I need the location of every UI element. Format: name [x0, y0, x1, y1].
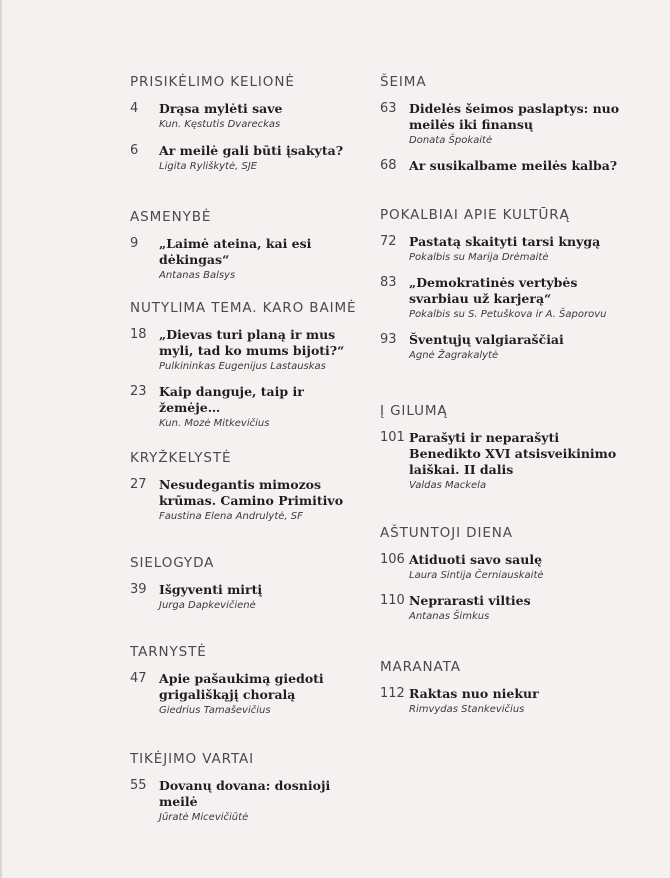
page-edge: [0, 0, 2, 878]
section-title: AŠTUNTOJI DIENA: [380, 525, 513, 541]
section-title: PRISIKĖLIMO KELIONĖ: [130, 74, 295, 90]
toc-entry[interactable]: [130, 384, 366, 429]
article-author: Pokalbis su Marija Drėmaitė: [409, 252, 549, 263]
toc-section: [380, 74, 630, 174]
section-title: TIKĖJIMO VARTAI: [130, 751, 255, 767]
toc-entry[interactable]: [380, 275, 630, 320]
article-author: Kun. Kęstutis Dvareckas: [159, 119, 281, 130]
article-author: Jūratė Micevičiūtė: [159, 812, 249, 823]
toc-entry[interactable]: [380, 593, 630, 622]
article-title: Dovanų dovana: dosnioji meilė: [159, 778, 331, 809]
toc-section: [130, 450, 366, 522]
page-number: 39: [130, 582, 147, 597]
page-number: 55: [130, 778, 147, 793]
article-author: Laura Sintija Černiauskaitė: [409, 570, 544, 581]
toc-section: [130, 555, 366, 611]
page-number: 6: [130, 143, 139, 158]
toc-entry[interactable]: [380, 234, 630, 263]
page-number: 47: [130, 671, 147, 686]
toc-section: [380, 659, 630, 715]
article-author: Antanas Šimkus: [409, 611, 490, 622]
page-number: 63: [380, 101, 397, 116]
page-number: 18: [130, 327, 147, 342]
page-number: 23: [130, 384, 147, 399]
article-title: Apie pašaukimą giedoti grigališkąjį choralą: [159, 671, 324, 702]
toc-entry[interactable]: [130, 327, 366, 372]
article-title: Pastatą skaityti tarsi knygą: [409, 234, 601, 249]
article-title: „Demokratinės vertybės svarbiau už karjerą“: [409, 275, 578, 306]
article-author: Valdas Mackela: [409, 480, 487, 491]
article-author: Donata Špokaitė: [409, 135, 493, 146]
toc-section: [130, 300, 366, 429]
section-title: ŠEIMA: [380, 74, 427, 90]
toc-entry[interactable]: [130, 477, 366, 522]
article-title: Išgyventi mirtį: [159, 582, 263, 597]
toc-entry[interactable]: [380, 101, 630, 146]
toc-entry[interactable]: [130, 143, 366, 172]
article-author: Faustina Elena Andrulytė, SF: [159, 511, 303, 522]
toc-entry[interactable]: [130, 236, 366, 281]
article-title: Kaip danguje, taip ir žemėje…: [159, 384, 304, 415]
toc-section: [380, 207, 630, 361]
page-number: 83: [380, 275, 397, 290]
toc-section: [130, 74, 366, 172]
article-title: „Laimė ateina, kai esi dėkingas“: [159, 236, 312, 267]
page-number: 27: [130, 477, 147, 492]
toc-entry[interactable]: [380, 158, 630, 174]
page-number: 110: [380, 593, 405, 608]
section-title: POKALBIAI APIE KULTŪRĄ: [380, 207, 570, 223]
page-number: 93: [380, 332, 397, 347]
toc-entry[interactable]: [380, 552, 630, 581]
page-number: 4: [130, 101, 139, 116]
section-title: Į GILUMĄ: [380, 403, 448, 419]
article-title: Parašyti ir neparašyti Benedikto XVI atsisveikinimo laiškai. II dalis: [409, 430, 617, 477]
page-number: 72: [380, 234, 397, 249]
article-title: Raktas nuo niekur: [409, 686, 539, 701]
article-title: Ar susikalbame meilės kalba?: [409, 158, 618, 173]
article-author: Pulkininkas Eugenijus Lastauskas: [159, 361, 326, 372]
article-author: Giedrius Tamaševičius: [159, 705, 271, 716]
article-title: Neprarasti vilties: [409, 593, 531, 608]
article-author: Kun. Mozė Mitkevičius: [159, 418, 270, 429]
article-author: Antanas Balsys: [159, 270, 236, 281]
toc-entry[interactable]: [130, 101, 366, 130]
section-title: NUTYLIMA TEMA. KARO BAIMĖ: [130, 300, 357, 316]
toc-entry[interactable]: [380, 332, 630, 361]
article-title: Didelės šeimos paslaptys: nuo meilės iki finansų: [409, 101, 620, 132]
article-title: Drąsa mylėti save: [159, 101, 283, 116]
section-title: MARANATA: [380, 659, 461, 675]
page-number: 68: [380, 158, 397, 173]
toc-entry[interactable]: [380, 430, 630, 491]
toc-section: [380, 525, 630, 622]
section-title: TARNYSTĖ: [130, 644, 207, 660]
toc-entry[interactable]: [130, 778, 366, 823]
article-title: Atiduoti savo saulę: [409, 552, 543, 567]
article-author: Jurga Dapkevičienė: [159, 600, 256, 611]
article-author: Agnė Žagrakalytė: [409, 350, 499, 361]
toc-entry[interactable]: [130, 582, 366, 611]
toc-section: [130, 751, 366, 823]
section-title: KRYŽKELYSTĖ: [130, 450, 232, 466]
toc-section: [130, 209, 366, 281]
page-number: 112: [380, 686, 405, 701]
page-number: 101: [380, 430, 405, 445]
article-title: Nesudegantis mimozos krūmas. Camino Primitivo: [159, 477, 344, 508]
article-author: Pokalbis su S. Petuškova ir A. Šaporovu: [409, 309, 607, 320]
toc-entry[interactable]: [380, 686, 630, 715]
page-number: 9: [130, 236, 139, 251]
article-title: „Dievas turi planą ir mus myli, tad ko mums bijoti?“: [159, 327, 345, 358]
article-title: Šventųjų valgiaraščiai: [409, 332, 564, 347]
article-author: Ligita Ryliškytė, SJE: [159, 161, 258, 172]
page-number: 106: [380, 552, 405, 567]
toc-section: [130, 644, 366, 716]
toc-entry[interactable]: [130, 671, 366, 716]
article-author: Rimvydas Stankevičius: [409, 704, 525, 715]
section-title: ASMENYBĖ: [130, 209, 212, 225]
section-title: SIELOGYDA: [130, 555, 215, 571]
article-title: Ar meilė gali būti įsakyta?: [159, 143, 344, 158]
toc-section: [380, 403, 630, 491]
